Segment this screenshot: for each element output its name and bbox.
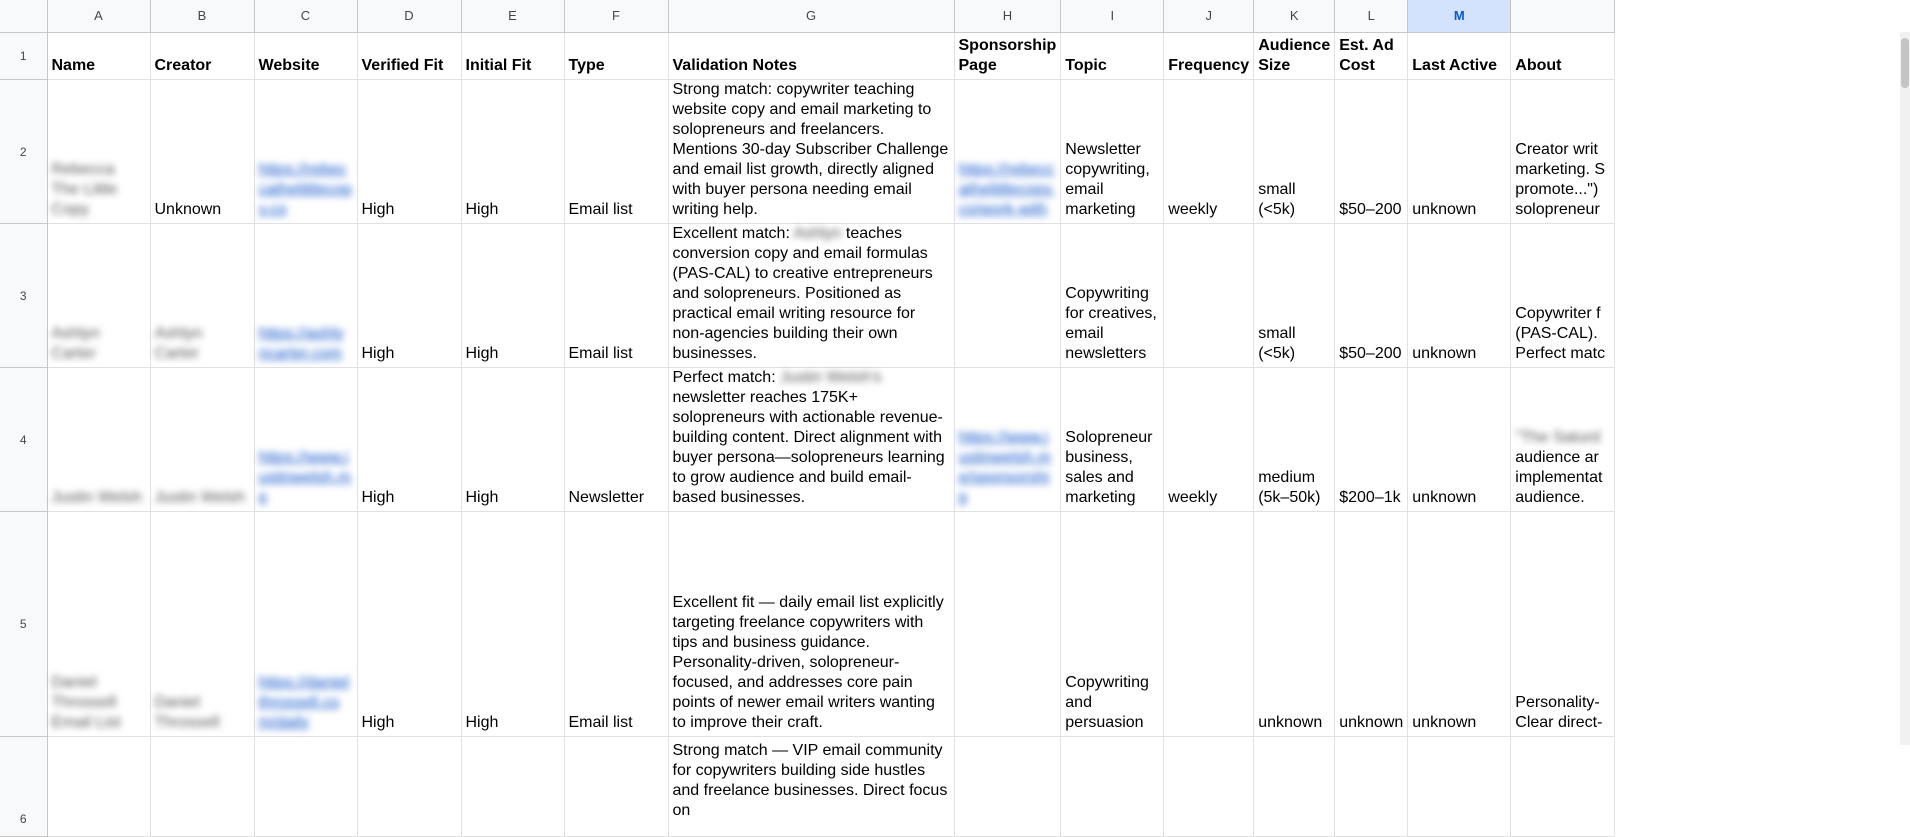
- cell-sponsorship-page[interactable]: [954, 368, 1061, 512]
- cell-website[interactable]: [254, 737, 357, 837]
- about-redacted-quote: "The Saturd: [1515, 429, 1601, 446]
- table-row: [0, 224, 1615, 368]
- row-header-1[interactable]: 1: [0, 33, 47, 80]
- header-cell-validation-notes[interactable]: [668, 33, 954, 80]
- cell-est-ad-cost[interactable]: [1335, 368, 1408, 512]
- cell-name[interactable]: [47, 368, 150, 512]
- initial-fit-value: High: [465, 345, 499, 362]
- header-type: Type: [568, 57, 605, 74]
- col-header-k[interactable]: K: [1254, 0, 1335, 33]
- audience-size-value: small (<5k): [1258, 181, 1296, 218]
- name-value: Justin Welsh: [51, 489, 142, 506]
- verified-fit-value: High: [361, 489, 395, 506]
- cell-type[interactable]: [564, 512, 668, 737]
- header-validation-notes: Validation Notes: [672, 57, 797, 74]
- name-value: Ashlyn Carter: [51, 325, 100, 362]
- header-cell-creator[interactable]: [150, 33, 254, 80]
- est-ad-cost-value: $50–200: [1339, 345, 1402, 362]
- header-cell-frequency[interactable]: [1164, 33, 1254, 80]
- select-all-corner[interactable]: [0, 0, 47, 33]
- row-header-4[interactable]: 4: [0, 368, 47, 512]
- type-value: Newsletter: [568, 489, 645, 506]
- col-header-a[interactable]: A: [47, 0, 150, 33]
- cell-creator[interactable]: [150, 512, 254, 737]
- header-cell-initial-fit[interactable]: [461, 33, 564, 80]
- creator-value: Justin Welsh: [154, 489, 245, 506]
- header-website: Website: [258, 57, 320, 74]
- cell-verified-fit[interactable]: [357, 512, 461, 737]
- cell-frequency[interactable]: [1164, 737, 1254, 837]
- website-link[interactable]: https://rebeccathelittlecopy.co: [258, 161, 352, 218]
- cell-about[interactable]: [1511, 512, 1615, 737]
- cell-last-active[interactable]: [1408, 80, 1511, 224]
- validation-notes-value: Excellent fit — daily email list explicitly targeting freelance copywriters with tips and business guidance. Personality-driven, solopreneur-focused, and addresses core pain points of newer email writers wanting to improve their craft.: [672, 594, 944, 731]
- cell-topic[interactable]: [1061, 80, 1164, 224]
- cell-verified-fit[interactable]: [357, 224, 461, 368]
- validation-notes-value: Strong match — VIP email community for copywriters building side hustles and freelance businesses. Direct focus on: [672, 742, 948, 819]
- validation-notes-value: Strong match: copywriter teaching website copy and email marketing to solopreneurs and freelancers. Mentions 30-day Subscriber Challenge and email list growth, directly aligned with buyer persona needing email writing help.: [672, 81, 949, 218]
- col-header-c[interactable]: C: [254, 0, 357, 33]
- about-text: audience ar implementat audience.: [1515, 449, 1603, 506]
- about-value: Copywriter f (PAS-CAL). Perfect matc: [1515, 305, 1606, 362]
- cell-est-ad-cost[interactable]: [1335, 80, 1408, 224]
- cell-initial-fit[interactable]: [461, 737, 564, 837]
- cell-last-active[interactable]: [1408, 512, 1511, 737]
- table-row: [0, 80, 1615, 224]
- cell-website[interactable]: [254, 80, 357, 224]
- initial-fit-value: High: [465, 201, 499, 218]
- verified-fit-value: High: [361, 345, 395, 362]
- cell-frequency[interactable]: [1164, 80, 1254, 224]
- name-value: Rebecca The Little Copy: [51, 161, 118, 218]
- header-cell-type[interactable]: [564, 33, 668, 80]
- header-est-ad-cost: Est. Ad Cost: [1339, 37, 1394, 74]
- cell-last-active[interactable]: [1408, 224, 1511, 368]
- cell-creator[interactable]: [150, 80, 254, 224]
- cell-est-ad-cost[interactable]: [1335, 224, 1408, 368]
- col-header-d[interactable]: D: [357, 0, 461, 33]
- table-row: [0, 368, 1615, 512]
- cell-frequency[interactable]: [1164, 224, 1254, 368]
- cell-est-ad-cost[interactable]: [1335, 737, 1408, 837]
- notes-text-start: Excellent match:: [672, 225, 794, 242]
- cell-name[interactable]: [47, 224, 150, 368]
- audience-size-value: unknown: [1258, 714, 1323, 731]
- cell-validation-notes[interactable]: [668, 224, 954, 368]
- col-header-f[interactable]: F: [564, 0, 668, 33]
- topic-value: Solopreneur business, sales and marketing: [1065, 429, 1153, 506]
- row-header-5[interactable]: 5: [0, 512, 47, 737]
- cell-audience-size[interactable]: [1254, 224, 1335, 368]
- col-header-h[interactable]: H: [954, 0, 1061, 33]
- about-value: [1511, 428, 1614, 511]
- about-value: Creator writ marketing. S promote...") solopreneur: [1515, 141, 1606, 218]
- header-last-active: Last Active: [1412, 57, 1498, 74]
- cell-validation-notes[interactable]: [668, 80, 954, 224]
- col-header-m-selected[interactable]: M: [1408, 0, 1511, 33]
- notes-redacted-name: Justin Welsh's: [780, 369, 882, 386]
- cell-initial-fit[interactable]: [461, 368, 564, 512]
- cell-sponsorship-page[interactable]: [954, 512, 1061, 737]
- column-header-row: [0, 0, 1615, 33]
- cell-audience-size[interactable]: [1254, 80, 1335, 224]
- notes-redacted-name: Ashlyn: [793, 225, 842, 242]
- cell-audience-size[interactable]: [1254, 368, 1335, 512]
- header-cell-about[interactable]: [1511, 33, 1615, 80]
- cell-verified-fit[interactable]: [357, 80, 461, 224]
- initial-fit-value: High: [465, 714, 499, 731]
- cell-topic[interactable]: [1061, 368, 1164, 512]
- cell-sponsorship-page[interactable]: [954, 224, 1061, 368]
- cell-initial-fit[interactable]: [461, 224, 564, 368]
- cell-creator[interactable]: [150, 368, 254, 512]
- cell-sponsorship-page[interactable]: [954, 80, 1061, 224]
- cell-last-active[interactable]: [1408, 368, 1511, 512]
- est-ad-cost-value: unknown: [1339, 714, 1404, 731]
- est-ad-cost-value: $200–1k: [1339, 489, 1401, 506]
- last-active-value: unknown: [1412, 714, 1477, 731]
- sponsorship-page-link[interactable]: https://rebeccathelittlecopy.co/work-with: [958, 161, 1056, 218]
- cell-frequency[interactable]: [1164, 512, 1254, 737]
- cell-type[interactable]: [564, 224, 668, 368]
- cell-verified-fit[interactable]: [357, 368, 461, 512]
- est-ad-cost-value: $50–200: [1339, 201, 1402, 218]
- header-name: Name: [51, 57, 96, 74]
- last-active-value: unknown: [1412, 489, 1477, 506]
- header-sponsorship-page: Sponsorship Page: [958, 37, 1057, 74]
- cell-type[interactable]: [564, 80, 668, 224]
- about-value: Personality- Clear direct-: [1515, 694, 1603, 731]
- cell-validation-notes[interactable]: [668, 512, 954, 737]
- creator-value: Ashlyn Carter: [154, 325, 203, 362]
- header-cell-sponsorship-page[interactable]: [954, 33, 1061, 80]
- table-row: [0, 512, 1615, 737]
- header-cell-website[interactable]: [254, 33, 357, 80]
- website-link[interactable]: https://ashlyncarter.com: [258, 325, 344, 362]
- cell-topic[interactable]: [1061, 512, 1164, 737]
- cell-validation-notes[interactable]: [668, 737, 954, 837]
- table-row-1: [0, 33, 1615, 80]
- cell-creator[interactable]: [150, 224, 254, 368]
- header-verified-fit: Verified Fit: [361, 57, 444, 74]
- header-initial-fit: Initial Fit: [465, 57, 532, 74]
- cell-audience-size[interactable]: [1254, 512, 1335, 737]
- col-header-i[interactable]: I: [1061, 0, 1164, 33]
- cell-initial-fit[interactable]: [461, 512, 564, 737]
- validation-notes-value: [669, 224, 954, 367]
- header-creator: Creator: [154, 57, 212, 74]
- cell-verified-fit[interactable]: [357, 737, 461, 837]
- website-link[interactable]: https://danielthrossell.com/daily: [258, 674, 350, 731]
- last-active-value: unknown: [1412, 201, 1477, 218]
- header-cell-audience-size[interactable]: [1254, 33, 1335, 80]
- header-audience-size: Audience Size: [1258, 37, 1331, 74]
- notes-text-end: newsletter reaches 175K+ solopreneurs with actionable revenue-building content. Direct alignment with buyer persona—solopreneurs learning to grow audience and build email-based businesses.: [672, 389, 945, 506]
- col-header-g[interactable]: G: [668, 0, 954, 33]
- header-cell-est-ad-cost[interactable]: [1335, 33, 1408, 80]
- verified-fit-value: High: [361, 201, 395, 218]
- cell-validation-notes[interactable]: [668, 368, 954, 512]
- col-header-l[interactable]: L: [1335, 0, 1408, 33]
- notes-text-end: teaches conversion copy and email formulas (PAS-CAL) to creative entrepreneurs and solopreneurs. Positioned as practical email writing resource for non-agencies building their own businesses.: [672, 225, 933, 362]
- col-header-b[interactable]: B: [150, 0, 254, 33]
- cell-about[interactable]: [1511, 737, 1615, 837]
- last-active-value: unknown: [1412, 345, 1477, 362]
- col-header-e[interactable]: E: [461, 0, 564, 33]
- row-header-2[interactable]: 2: [0, 80, 47, 224]
- cell-name[interactable]: [47, 512, 150, 737]
- creator-value: Unknown: [154, 201, 222, 218]
- topic-value: Copywriting and persuasion: [1065, 674, 1149, 731]
- header-cell-verified-fit[interactable]: [357, 33, 461, 80]
- notes-text-start: Perfect match:: [672, 369, 781, 386]
- header-cell-topic[interactable]: [1061, 33, 1164, 80]
- col-header-n[interactable]: [1511, 0, 1615, 33]
- creator-value: Daniel Throssell: [154, 694, 220, 731]
- cell-creator[interactable]: [150, 737, 254, 837]
- audience-size-value: medium (5k–50k): [1258, 469, 1321, 506]
- cell-audience-size[interactable]: [1254, 737, 1335, 837]
- col-header-j[interactable]: J: [1164, 0, 1254, 33]
- name-value: Daniel Throssell Email List: [51, 674, 121, 731]
- type-value: Email list: [568, 345, 633, 362]
- frequency-value: weekly: [1168, 201, 1218, 218]
- sponsorship-page-link[interactable]: https://www.justinwelsh.me/sponsorship: [958, 429, 1051, 506]
- frequency-value: weekly: [1168, 489, 1218, 506]
- cell-topic[interactable]: [1061, 737, 1164, 837]
- cell-name[interactable]: [47, 737, 150, 837]
- table-row: [0, 737, 1615, 837]
- cell-sponsorship-page[interactable]: [954, 737, 1061, 837]
- vertical-scrollbar[interactable]: [1900, 32, 1910, 745]
- verified-fit-value: High: [361, 714, 395, 731]
- scrollbar-thumb[interactable]: [1901, 38, 1909, 88]
- header-topic: Topic: [1065, 57, 1107, 74]
- cell-type[interactable]: [564, 368, 668, 512]
- cell-est-ad-cost[interactable]: [1335, 512, 1408, 737]
- header-about: About: [1515, 57, 1562, 74]
- cell-topic[interactable]: [1061, 224, 1164, 368]
- type-value: Email list: [568, 201, 633, 218]
- cell-type[interactable]: [564, 737, 668, 837]
- topic-value: Newsletter copywriting, email marketing: [1065, 141, 1150, 218]
- header-cell-name[interactable]: [47, 33, 150, 80]
- initial-fit-value: High: [465, 489, 499, 506]
- header-cell-last-active[interactable]: [1408, 33, 1511, 80]
- cell-frequency[interactable]: [1164, 368, 1254, 512]
- audience-size-value: small (<5k): [1258, 325, 1296, 362]
- row-header-6[interactable]: 6: [0, 737, 47, 837]
- cell-last-active[interactable]: [1408, 737, 1511, 837]
- cell-name[interactable]: [47, 80, 150, 224]
- cell-website[interactable]: [254, 224, 357, 368]
- cell-about[interactable]: [1511, 224, 1615, 368]
- cell-website[interactable]: [254, 512, 357, 737]
- type-value: Email list: [568, 714, 633, 731]
- cell-about[interactable]: [1511, 368, 1615, 512]
- cell-website[interactable]: [254, 368, 357, 512]
- cell-about[interactable]: [1511, 80, 1615, 224]
- website-link[interactable]: https://www.justinwelsh.me: [258, 449, 351, 506]
- validation-notes-value: [669, 368, 954, 511]
- row-header-3[interactable]: 3: [0, 224, 47, 368]
- header-frequency: Frequency: [1168, 57, 1250, 74]
- topic-value: Copywriting for creatives, email newsletters: [1065, 285, 1157, 362]
- cell-initial-fit[interactable]: [461, 80, 564, 224]
